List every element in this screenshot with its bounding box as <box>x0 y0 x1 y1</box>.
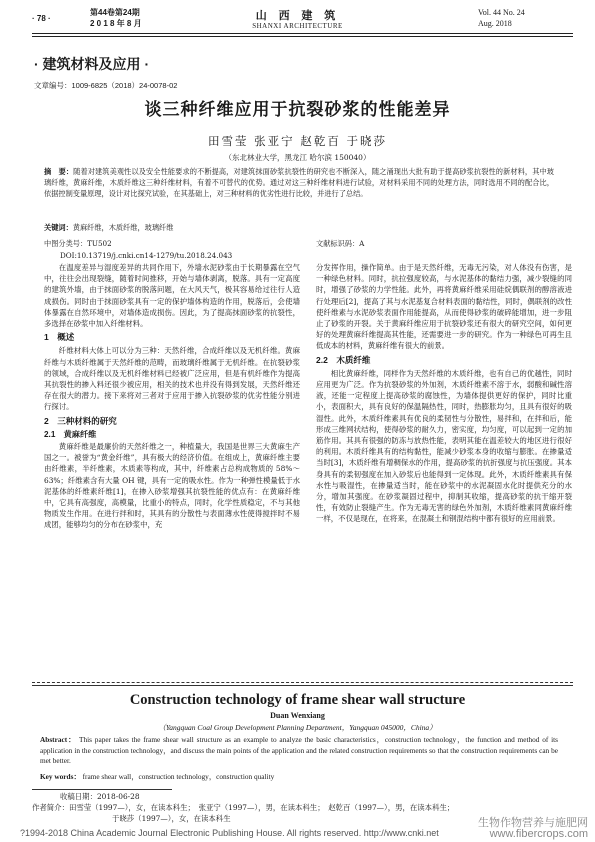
author-bio-line1: 作者简介：田雪莹（1997—），女，在读本科生； 张亚宁（1997—），男，在读本科生； 赵乾百（1997—），男，在读本科生； <box>32 803 455 812</box>
doi: DOI:10.13719/j.cnki.cn14-1279/tu.2018.24.043 <box>60 251 233 260</box>
english-keywords-label: Key words： <box>40 772 81 781</box>
header-rule-bottom <box>32 36 573 37</box>
english-keywords <box>40 772 558 783</box>
authors: 田雪莹 张亚宁 赵乾百 于晓莎 <box>208 134 387 148</box>
body-left-column <box>44 262 300 531</box>
watermark: 生物作物营养与施肥网 www.fibercrops.com <box>478 817 588 840</box>
header-rule-top <box>32 33 573 34</box>
paragraph-jute-continued: 分发挥作用，操作简单。由于是天然纤维，无毒无污染，对人体没有伤害，是一种绿色材料。同时，抗拉强度较高，与水泥基体的黏结力强，减少裂缝的同时，增强了砂浆的力学性能。此外，再将黄麻纤维采用硅烷偶联剂的醇溶液进行处理后[2]，提高了其与水泥基复合材料表面的黏结性，同时，偶联剂的改性使纤维素与水泥砂浆表面作用能提高，从而使得砂浆的破碎能增加，进一步阻止了砂浆的开裂。关于黄麻纤维应用于抗裂砂浆还有很大的研究空间，如何更好的处理黄麻纤维提高其性能，还需要进一步的研究。作为一种绿色可再生且低成本的材料，黄麻纤维有很大的前景。 <box>316 263 572 351</box>
article-title: 谈三种纤维应用于抗裂砂浆的性能差异 <box>144 100 451 120</box>
received-date: 收稿日期：2018-06-28 <box>60 792 140 801</box>
keywords-text: 黄麻纤维，木质纤维，玻璃纤维 <box>72 223 174 232</box>
heading-overview: 1 概述 <box>44 332 75 343</box>
section-label: · 建筑材料及应用 · <box>34 56 150 72</box>
volume-issue-cn: 第44卷第24期 <box>90 8 140 17</box>
paragraph-jute-fiber: 黄麻纤维是最廉价的天然纤维之一，种植量大，我国是世界三大黄麻生产国之一。被誉为“黄金纤维”，具有极大的经济价值。在组成上，黄麻纤维主要由纤维素，半纤维素，木质素等构成，其中，纤维素占总构成物质的 58%～63%；纤维素含有大量 OH 键，具有一定的吸水性。作为一种弹性模量低于水泥基体的纤维素纤维[1]，在掺入砂浆增强其抗裂性能的优点有：在黄麻纤维中，它具有高强度，高模量，比重小的特点，同时，化学性质稳定，不与其他物质发生作用。在进行拌和时，其具有的分散性与表面薄水性使得搅拌时不易成团，能够均匀的分布在砂浆中，充 <box>44 442 300 530</box>
separator-dashed <box>32 682 573 683</box>
english-title: Construction technology of frame shear wall structure <box>129 692 466 708</box>
paragraph-intro: 在温度差异与湿度差异的共同作用下，外墙水泥砂浆由于长期暴露在空气中，往往会出现裂缝，随着时间推移，开始与墙体剥离，脱落。具有一定高度的建筑外墙，由于抹面砂浆的脱落问题，在大风天气，极其容易给过往行人造成损伤。同时由于抹面砂浆具有一定的保护墙体构造的作用，脱落后，会使墙体暴露在自然环境中，对墙体造成损伤。因此，为了提高抹面砂浆的抗裂性，多选择在砂浆中加入纤维材料。 <box>44 263 300 329</box>
volume-issue-en: Vol. 44 No. 24 <box>478 8 525 17</box>
english-abstract <box>40 735 558 767</box>
document-code: 文献标识码：A <box>316 239 365 248</box>
body-right-column <box>316 262 572 525</box>
clc-number: 中图分类号：TU502 <box>44 239 112 248</box>
english-author: Duan Wenxiang <box>270 711 325 720</box>
affiliation: （东北林业大学，黑龙江 哈尔滨 150040） <box>224 153 371 162</box>
english-affiliation: （Yangquan Coal Group Development Planning Department，Yangquan 045000，China） <box>158 723 437 732</box>
heading-wood-fiber: 2.2 木质纤维 <box>316 354 371 365</box>
english-abstract-label: Abstract： <box>40 735 77 744</box>
article-number: 文章编号：1009-6825（2018）24-0078-02 <box>34 81 178 90</box>
paragraph-wood-fiber: 相比黄麻纤维，同样作为天然纤维的木质纤维，也有自己的优越性，同时应用更为广泛。作为抗裂砂浆的外加剂，木质纤维素不溶于水，弱酸和碱性溶液，还能一定程度上提高砂浆的腐蚀性，为墙体提供更好的保护，同时比重小，表面积大，具有良好的保温隔热性，同时，热膨胀均匀，且具有很好的吸湿性。此外，木质纤维素具有优良的柔韧性与分散性，易拌和，在拌和后，能形成三维网状结构，使得砂浆的耐久力，密实度，均匀度，可以起到一定的加筋作用。其具有很强的防冻与放热性能，表明其能在温差较大的地区进行很好的利用。木质纤维具有的结构黏性，能减少砂浆本身的收缩与膨胀。在掺量适当时[3]，木质纤维有增稠保水的作用，提高砂浆的抗折强度与抗压强度。其本身具有的柔韧强度在加入砂浆后也能得到一定体现。此外，木质纤维素具有保水性与吸湿性，在掺量适当时，能在砂浆中的水泥凝固水化时提供充分的水分，增加其强度。在砂浆凝固过程中，抑制其收缩，提高砂浆的抗干缩开裂性，有效防止裂缝产生。作为无毒无害的绿色外加剂，木质纤维素同黄麻纤维一样，不仅是现在，在将来，在混凝土和钢混结构中都有很好的应用前景。 <box>316 368 572 524</box>
heading-materials: 2 三种材料的研究 <box>44 415 117 426</box>
keywords-cn <box>44 222 554 233</box>
date-en: Aug. 2018 <box>478 19 512 28</box>
english-keywords-text: frame shear wall，construction technology，construction quality <box>82 772 275 781</box>
separator-solid <box>32 685 573 686</box>
journal-name-cn: 山 西 建 筑 <box>255 9 340 22</box>
footnote-rule <box>32 789 172 790</box>
abstract-cn <box>44 166 554 199</box>
abstract-text: 随着对建筑美观性以及安全性能要求的不断提高，对建筑抹面砂浆抗裂性的研究也不断深入，随之涌现出大批有助于提高砂浆抗裂性的新材料，其中玻璃纤维，黄麻纤维，木质纤维这三种纤维材料，有着不可替代的优势。通过对这三种纤维材料进行试验，对材料采用不同的处理方法，同时选用不同的配合比，依据控制变量原理，设计对比探究试验，在其基础上，对三种材料的优劣性进行比较，并进行了总结。 <box>44 167 554 198</box>
author-bio-line2: 于晓莎（1997—），女，在读本科生 <box>112 814 231 823</box>
copyright-notice: ?1994-2018 China Academic Journal Electronic Publishing House. All rights reserved. http://www.cnki.net <box>20 828 439 838</box>
english-abstract-text: This paper takes the frame shear wall structure as an example to analyze the basic characteristics，construction technology，the function and method of its application in the construction technology，and discuss the main points of the application and the related construction requirements so that the construction requirements can be met better. <box>40 735 558 765</box>
journal-name-en: SHANXI ARCHITECTURE <box>252 22 343 30</box>
heading-jute-fiber: 2.1 黄麻纤维 <box>44 429 97 439</box>
paragraph-overview: 纤维材料大体上可以分为三种：天然纤维，合成纤维以及无机纤维。黄麻纤维与木质纤维属于天然纤维的范畴，而玻璃纤维属于无机纤维。在抗裂砂浆的领域，合成纤维以及无机纤维材料已经被广泛应用，但是有机纤维作为提高其抗裂性的掺入料还很少被应用，相关的技术也并没有得到发展，天然纤维还存在很大的潜力。接下来将对三者对于应用于掺入抗裂砂浆的优劣性能分别进行探讨。 <box>44 346 300 412</box>
keywords-label: 关键词： <box>44 223 73 232</box>
page-number: · 78 · <box>32 14 51 23</box>
abstract-label: 摘 要： <box>44 167 74 176</box>
date-cn: 2 0 1 8 年 8 月 <box>90 19 142 28</box>
